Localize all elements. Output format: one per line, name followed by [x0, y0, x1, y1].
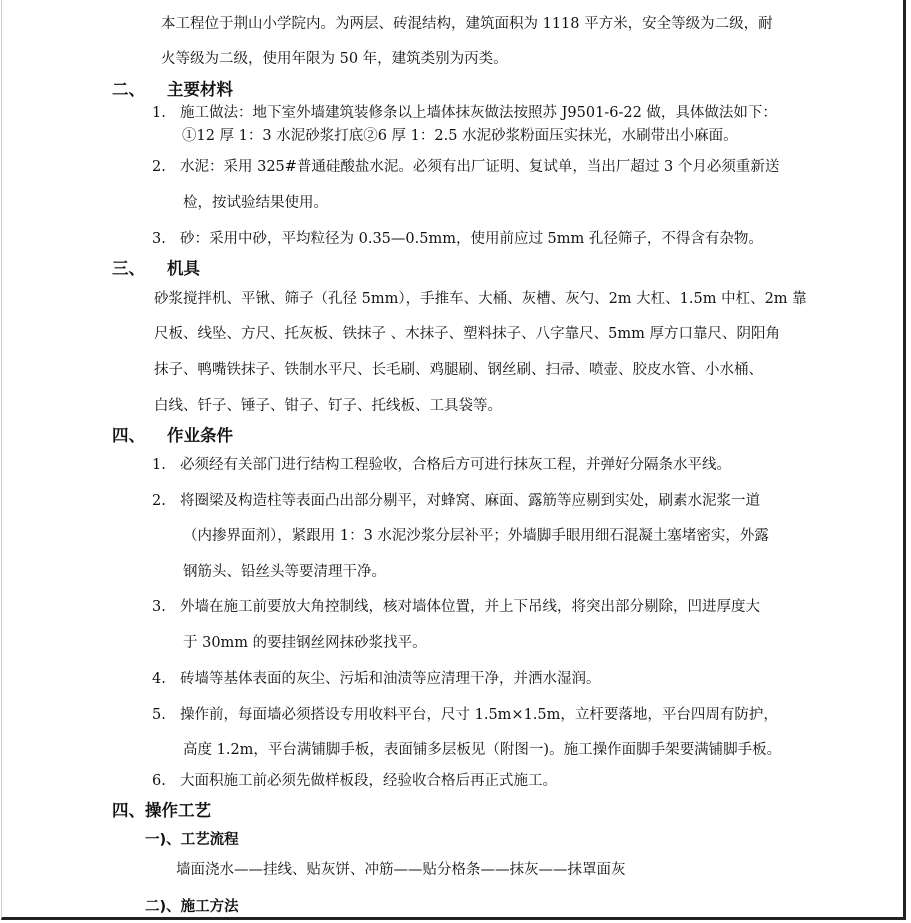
list-item-number: 1. — [152, 457, 166, 473]
list-item-number: 2. — [152, 159, 166, 175]
section-heading-materials — [112, 79, 233, 101]
list-item-continuation: ①12 厚 1：3 水泥砂浆打底②6 厚 1：2.5 水泥砂浆粉面压实抹光，水刷带出小麻面。 — [182, 128, 738, 144]
list-item-text: 外墙在施工前要放大角控制线，核对墙体位置，并上下吊线，将突出部分剔除，凹进厚度大 — [180, 599, 760, 615]
list-item — [152, 669, 601, 689]
subsection-heading-method: 二)、施工方法 — [145, 899, 239, 915]
list-item-text: 砖墙等基体表面的灰尘、污垢和油渍等应清理干净，并洒水湿润。 — [180, 671, 601, 687]
list-item-number: 2. — [152, 493, 166, 509]
subsection-heading-process: 一)、工艺流程 — [145, 832, 239, 848]
list-item-text: 砂：采用中砂，平均粒径为 0.35—0.5mm，使用前应过 5mm 孔径筛子，不得含有杂物。 — [180, 231, 763, 247]
section-title: 作业条件 — [167, 426, 233, 445]
list-item-number: 5. — [152, 707, 166, 723]
intro-line-2: 火等级为二级，使用年限为 50 年，建筑类别为丙类。 — [161, 51, 508, 67]
list-item — [152, 103, 777, 123]
list-item-text: 将圈梁及构造柱等表面凸出部分剔平，对蜂窝、麻面、露筋等应剔到实处，刷素水泥浆一道 — [180, 493, 760, 509]
tools-line-4: 白线、钎子、锤子、钳子、钉子、托线板、工具袋等。 — [154, 398, 502, 414]
section-title: 机具 — [167, 259, 200, 278]
list-item-continuation: 检，按试验结果使用。 — [183, 195, 328, 211]
list-item-number: 3. — [152, 599, 166, 615]
list-item-number: 6. — [152, 773, 166, 789]
tools-line-1: 砂浆搅拌机、平锹、筛子（孔径 5mm），手推车、大桶、灰槽、灰勺、2m 大杠、1.5m 中杠、2m 靠 — [154, 291, 807, 307]
section-heading-operation: 四、操作工艺 — [112, 801, 211, 820]
list-item-text: 大面积施工前必须先做样板段，经验收合格后再正式施工。 — [180, 773, 557, 789]
process-flow-text: 墙面浇水——挂线、贴灰饼、冲筋——贴分格条——抹灰——抹罩面灰 — [176, 862, 626, 878]
list-item-text: 水泥：采用 325#普通硅酸盐水泥。必须有出厂证明、复试单，当出厂超过 3 个月必须重新送 — [180, 159, 780, 175]
section-heading-conditions — [112, 425, 233, 447]
list-item-continuation: （内掺界面剂），紧跟用 1：3 水泥沙浆分层补平；外墙脚手眼用细石混凝土塞堵密实，外露 — [183, 528, 769, 544]
list-item — [152, 491, 760, 511]
list-item — [152, 771, 557, 791]
section-number: 三、 — [112, 259, 145, 278]
list-item-number: 1. — [152, 105, 166, 121]
list-item-continuation: 钢筋头、铅丝头等要清理干净。 — [183, 564, 386, 580]
list-item-number: 3. — [152, 231, 166, 247]
tools-line-2: 尺板、线坠、方尺、托灰板、铁抹子 、木抹子、塑料抹子、八字靠尺、5mm 厚方口靠尺、阴阳角 — [154, 326, 780, 342]
list-item — [152, 157, 779, 177]
section-number: 四、 — [112, 426, 145, 445]
list-item-continuation: 于 30mm 的要挂钢丝网抹砂浆找平。 — [183, 635, 427, 651]
document-page — [1, 0, 906, 920]
list-item-text: 必须经有关部门进行结构工程验收，合格后方可进行抹灰工程，并弹好分隔条水平线。 — [180, 457, 731, 473]
list-item-number: 4. — [152, 671, 166, 687]
list-item — [152, 597, 760, 617]
list-item — [152, 705, 778, 725]
tools-line-3: 抹子、鸭嘴铁抹子、铁制水平尺、长毛刷、鸡腿刷、钢丝刷、扫帚、喷壶、胶皮水管、小水桶、 — [154, 362, 763, 378]
list-item-text: 施工做法：地下室外墙建筑装修条以上墙体抹灰做法按照苏 J9501-6-22 做，具体做法如下： — [180, 105, 777, 121]
section-heading-tools — [112, 258, 200, 280]
list-item-text: 操作前，每面墙必须搭设专用收料平台，尺寸 1.5m×1.5m，立杆要落地，平台四周有防护， — [180, 707, 778, 723]
list-item — [152, 229, 763, 249]
list-item — [152, 455, 731, 475]
section-title: 主要材料 — [167, 80, 233, 99]
section-number: 二、 — [112, 80, 145, 99]
intro-line-1: 本工程位于荆山小学院内。为两层、砖混结构，建筑面积为 1118 平方米，安全等级为二级，耐 — [161, 16, 773, 32]
list-item-continuation: 高度 1.2m，平台满铺脚手板，表面铺多层板见（附图一)。施工操作面脚手架要满铺脚手板。 — [183, 742, 782, 758]
